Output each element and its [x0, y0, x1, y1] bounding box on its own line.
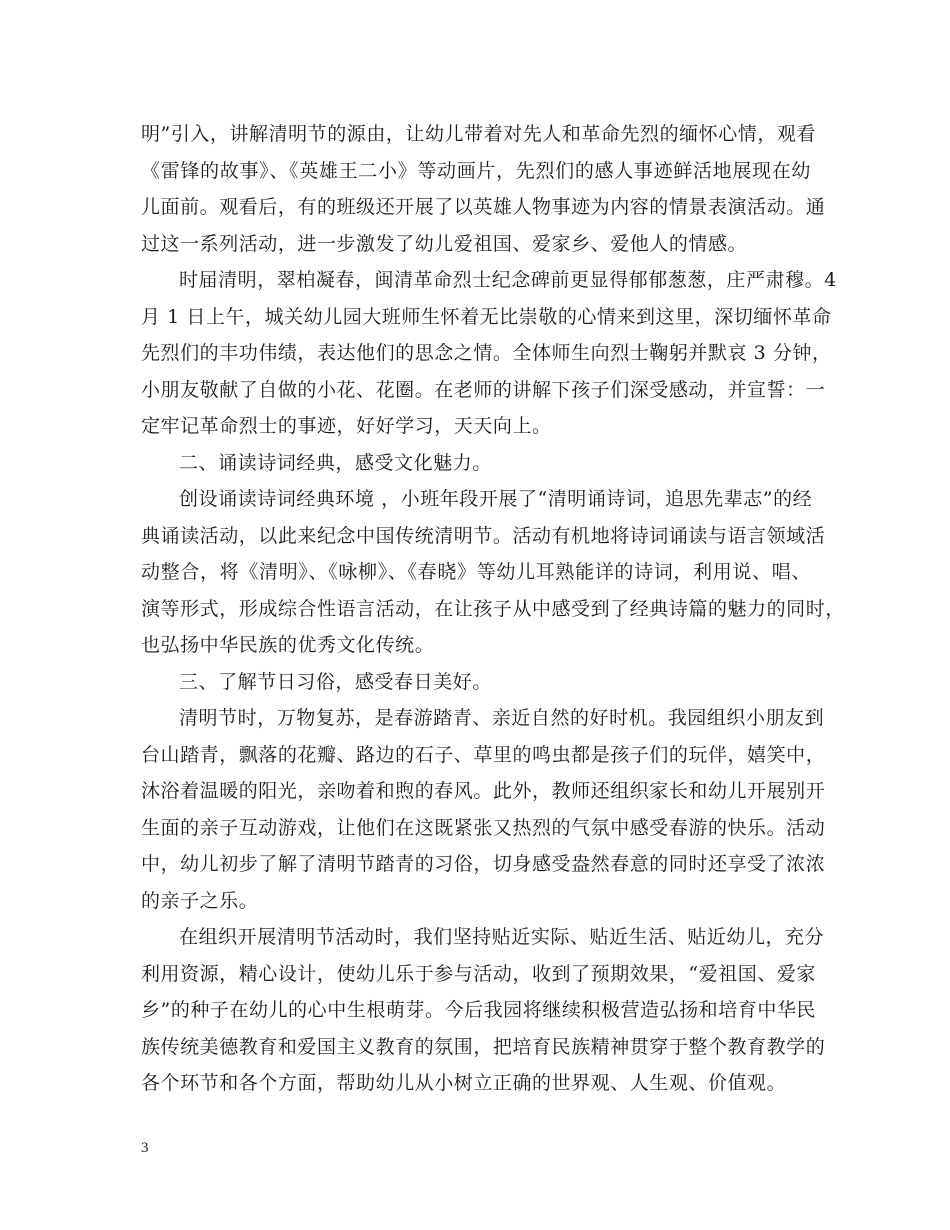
text-line: 清明节时，万物复苏，是春游踏青、亲近自然的好时机。我园组织小朋友到	[179, 707, 825, 729]
text-line: 《雷锋的故事》、《英雄王二小》等动画片，先烈们的感人事迹鲜活地展现在幼	[141, 159, 811, 182]
document-body	[141, 116, 845, 1102]
text-line: 时届清明，翠柏凝春，闽清革命烈士纪念碑前更显得郁郁葱葱，庄严肃穆。4	[179, 269, 837, 291]
text-line: 族传统美德教育和爱国主义教育的氛围，把培育民族精神贯穿于整个教育教学的	[141, 1035, 826, 1058]
text-line: 小朋友敬献了自做的小花、花圈。在老师的讲解下孩子们深受感动，并宣誓：一	[141, 378, 826, 401]
text-line: 月 1 日上午，城关幼儿园大班师生怀着无比崇敬的心情来到这里，深切缅怀革命	[141, 305, 832, 328]
text-line: 动整合，将《清明》、《咏柳》、《春晓》等幼儿耳熟能详的诗词，利用说、唱、	[141, 561, 811, 583]
text-line: 利用资源，精心设计，使幼儿乐于参与活动，收到了预期效果，“爱祖国、爱家	[141, 962, 816, 985]
page-number: 3	[141, 1140, 149, 1156]
text-line: 过这一系列活动，进一步激发了幼儿爱祖国、爱家乡、爱他人的情感。	[141, 232, 748, 255]
text-line: 创设诵读诗词经典环境 ，小班年段开展了“清明诵诗词，追思先辈志”的经	[179, 488, 813, 510]
text-line: 沐浴着温暖的阳光，亲吻着和煦的春风。此外，教师还组织家长和幼儿开展别开	[141, 780, 826, 802]
text-line: 先烈们的丰功伟绩，表达他们的思念之情。全体师生向烈士鞠躬并默哀 3 分钟，	[141, 342, 832, 364]
text-line: 二、诵读诗词经典，感受文化魅力。	[179, 451, 492, 474]
text-line: 乡”的种子在幼儿的心中生根萌芽。今后我园将继续积极营造弘扬和培育中华民	[141, 999, 816, 1021]
text-line: 中，幼儿初步了解了清明节踏青的习俗，切身感受盎然春意的同时还享受了浓浓	[141, 853, 826, 875]
text-line: 典诵读活动，以此来纪念中国传统清明节。活动有机地将诗词诵读与语言领域活	[141, 524, 826, 547]
text-line: 也弘扬中华民族的优秀文化传统。	[141, 634, 435, 656]
text-line: 定牢记革命烈士的事迹，好好学习，天天向上。	[141, 415, 552, 437]
text-line: 在组织开展清明节活动时，我们坚持贴近实际、贴近生活、贴近幼儿，充分	[179, 926, 825, 948]
text-line: 的亲子之乐。	[141, 889, 259, 912]
text-line: 儿面前。观看后，有的班级还开展了以英雄人物事迹为内容的情景表演活动。通	[141, 196, 826, 218]
text-line: 明”引入，讲解清明节的源由，让幼儿带着对先人和革命先烈的缅怀心情，观看	[141, 123, 816, 145]
text-line: 各个环节和各个方面，帮助幼儿从小树立正确的世界观、人生观、价值观。	[141, 1072, 787, 1094]
text-line: 三、了解节日习俗，感受春日美好。	[179, 670, 492, 693]
text-line: 演等形式，形成综合性语言活动，在让孩子从中感受到了经典诗篇的魅力的同时，	[141, 597, 845, 620]
text-line: 生面的亲子互动游戏，让他们在这既紧张又热烈的气氛中感受春游的快乐。活动	[141, 816, 826, 839]
text-line: 台山踏青，飘落的花瓣、路边的石子、草里的鸣虫都是孩子们的玩伴，嬉笑中，	[141, 743, 826, 766]
